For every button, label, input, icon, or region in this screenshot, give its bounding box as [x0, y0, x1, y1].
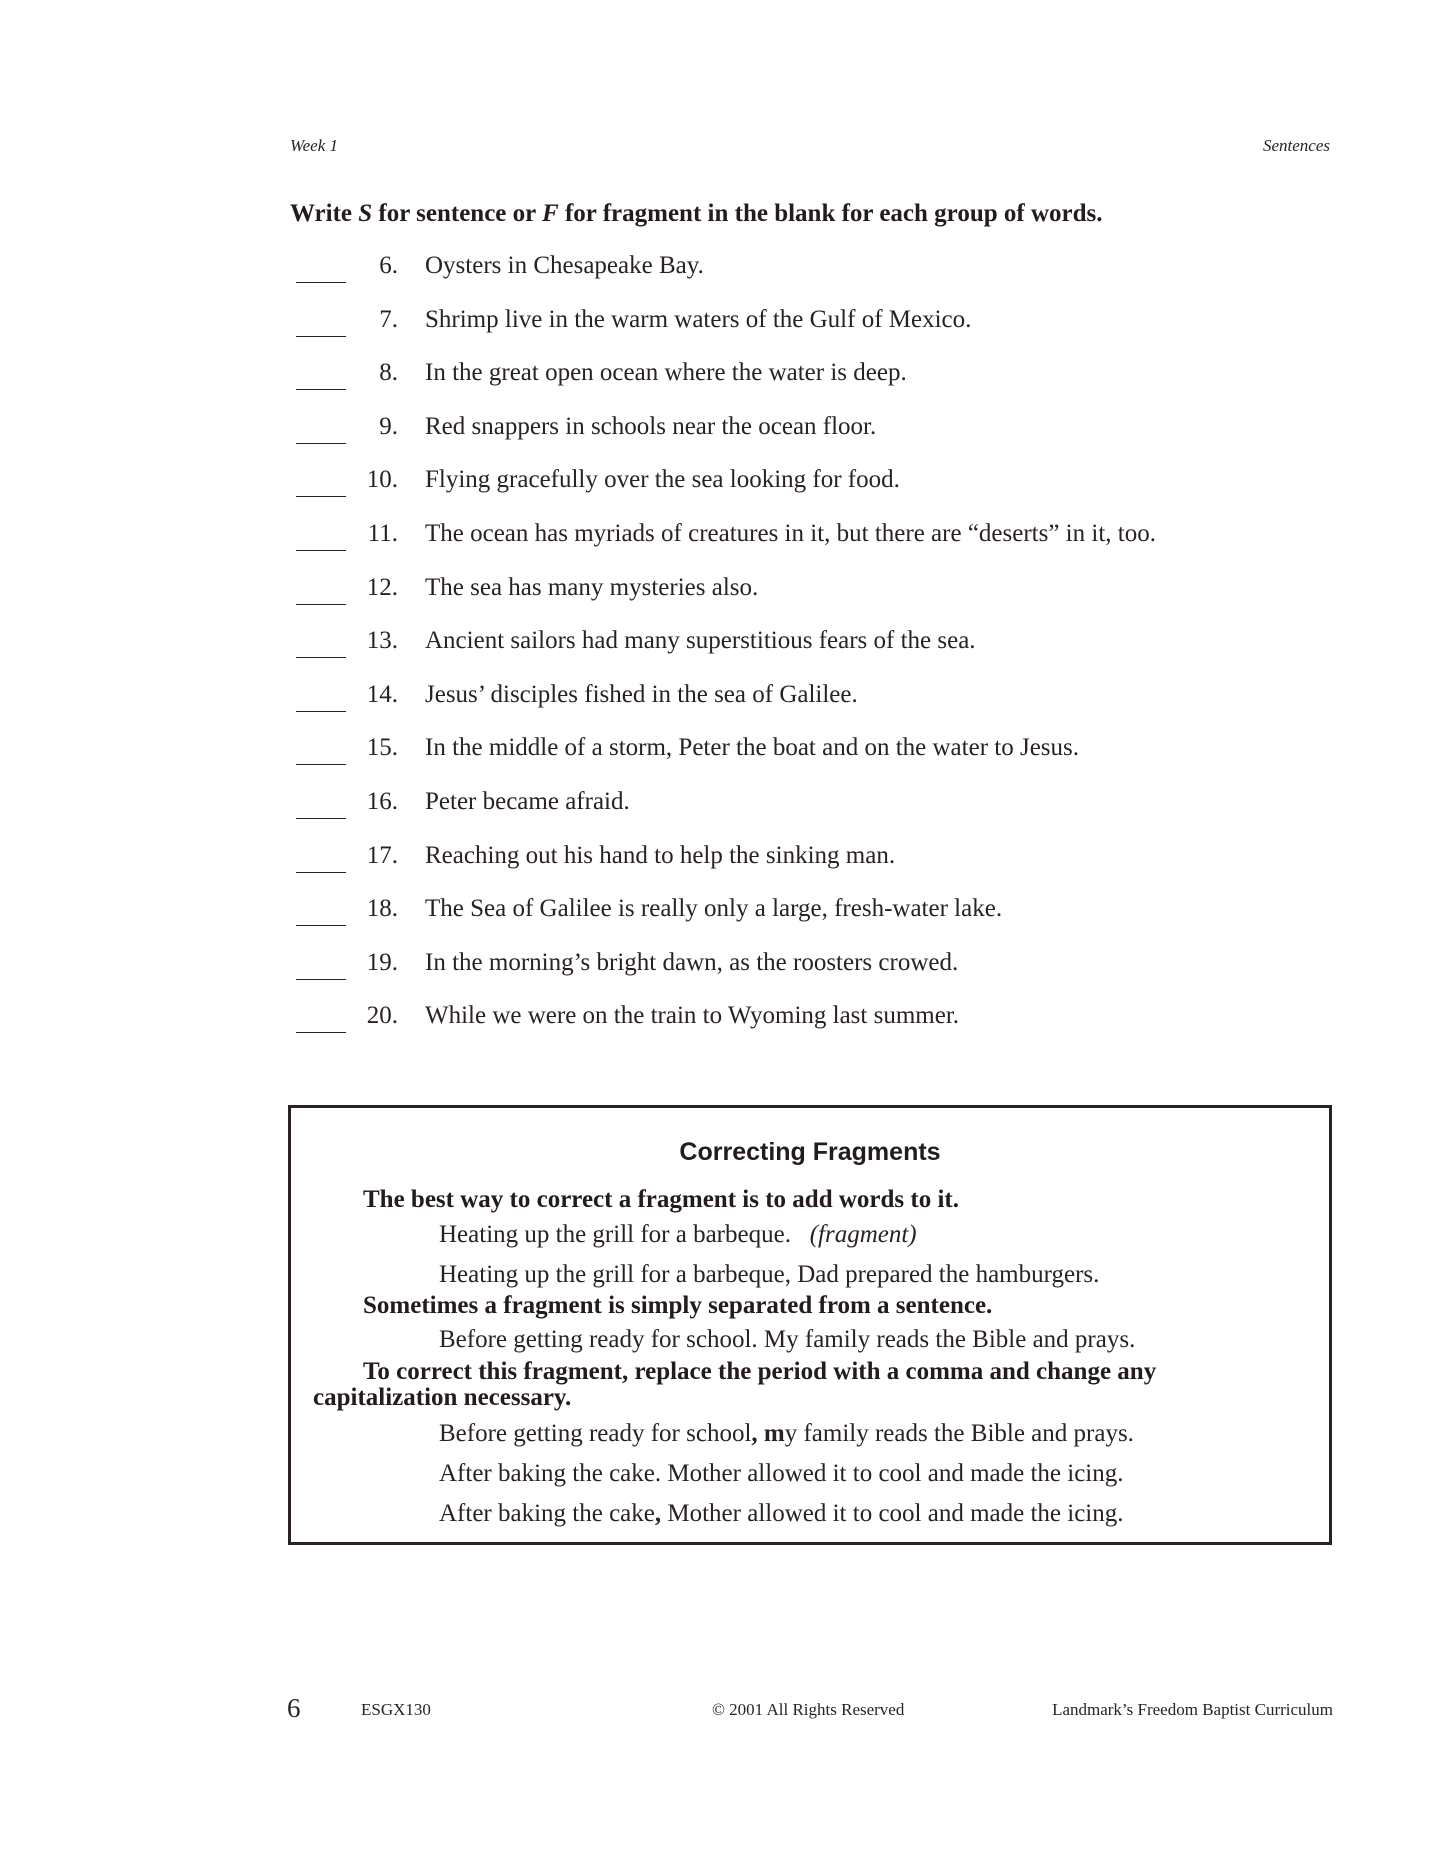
exercise-list	[290, 252, 1350, 1056]
item-number: 7.	[379, 305, 398, 333]
exercise-item	[290, 681, 1350, 735]
example-cake-fragment: After baking the cake. Mother allowed it to cool and made the icing.	[439, 1460, 1124, 1487]
exercise-item	[290, 734, 1350, 788]
rule-replace-period: To correct this fragment, replace the period with a comma and change any	[363, 1358, 1157, 1385]
exercise-item	[290, 895, 1350, 949]
answer-blank[interactable]	[296, 282, 346, 283]
answer-blank[interactable]	[296, 443, 346, 444]
rule-replace-period-cont: capitalization necessary.	[313, 1384, 572, 1411]
answer-blank[interactable]	[296, 818, 346, 819]
copyright: © 2001 All Rights Reserved	[712, 1700, 905, 1719]
item-text: Shrimp live in the warm waters of the Gulf of Mexico.	[425, 305, 972, 333]
example-cake-fixed: After baking the cake, Mother allowed it to cool and made the icing.	[439, 1500, 1124, 1527]
item-number: 17.	[366, 841, 398, 869]
item-text: The sea has many mysteries also.	[425, 573, 759, 601]
answer-blank[interactable]	[296, 711, 346, 712]
item-text: In the middle of a storm, Peter the boat and on the water to Jesus.	[425, 734, 1080, 762]
item-text: Ancient sailors had many superstitious fears of the sea.	[425, 627, 976, 655]
item-text: Reaching out his hand to help the sinking man.	[425, 841, 896, 869]
item-text: Jesus’ disciples fished in the sea of Galilee.	[425, 680, 858, 708]
item-text: Peter became afraid.	[425, 787, 630, 815]
fragment-label: (fragment)	[809, 1221, 917, 1248]
exercise-item	[290, 949, 1350, 1003]
exercise-item	[290, 466, 1350, 520]
header-topic: Sentences	[1262, 136, 1330, 155]
page-number: 6	[287, 1693, 301, 1723]
exercise-item	[290, 252, 1350, 306]
course-code: ESGX130	[361, 1700, 431, 1719]
answer-blank[interactable]	[296, 550, 346, 551]
example-fragment: Heating up the grill for a barbeque. (fragment)	[439, 1221, 917, 1248]
rule-add-words: The best way to correct a fragment is to add words to it.	[363, 1186, 959, 1213]
answer-blank[interactable]	[296, 336, 346, 337]
item-text: In the morning’s bright dawn, as the roosters crowed.	[425, 948, 959, 976]
item-number: 14.	[366, 680, 398, 708]
exercise-item	[290, 413, 1350, 467]
correcting-fragments-box	[288, 1105, 1332, 1545]
item-text: Red snappers in schools near the ocean floor.	[425, 412, 877, 440]
example-comma-fixed: Before getting ready for school, my family reads the Bible and prays.	[439, 1420, 1134, 1447]
example-corrected: Heating up the grill for a barbeque, Dad prepared the hamburgers.	[439, 1261, 1100, 1288]
item-number: 8.	[379, 359, 398, 387]
exercise-item	[290, 1002, 1350, 1056]
item-number: 10.	[366, 466, 398, 494]
answer-blank[interactable]	[296, 979, 346, 980]
answer-blank[interactable]	[296, 389, 346, 390]
item-number: 9.	[379, 412, 398, 440]
item-number: 11.	[367, 519, 398, 547]
header-week: Week 1	[290, 136, 338, 155]
exercise-item	[290, 306, 1350, 360]
exercise-item	[290, 574, 1350, 628]
exercise-item	[290, 627, 1350, 681]
box-title: Correcting Fragments	[679, 1138, 941, 1166]
rule-separated: Sometimes a fragment is simply separated from a sentence.	[363, 1292, 993, 1319]
exercise-item	[290, 520, 1350, 574]
item-number: 15.	[366, 734, 398, 762]
exercise-item	[290, 359, 1350, 413]
answer-blank[interactable]	[296, 604, 346, 605]
item-number: 6.	[379, 252, 398, 279]
exercise-item	[290, 842, 1350, 896]
answer-blank[interactable]	[296, 657, 346, 658]
instruction-text: Write S for sentence or F for fragment in the blank for each group of words.	[290, 200, 1103, 227]
item-text: Flying gracefully over the sea looking for food.	[425, 466, 900, 494]
item-number: 18.	[366, 895, 398, 923]
item-number: 13.	[366, 627, 398, 655]
item-text: While we were on the train to Wyoming last summer.	[425, 1002, 960, 1030]
item-text: The ocean has myriads of creatures in it, but there are “deserts” in it, too.	[425, 519, 1156, 547]
example-separated: Before getting ready for school. My family reads the Bible and prays.	[439, 1326, 1136, 1353]
item-text: In the great open ocean where the water is deep.	[425, 359, 907, 387]
item-number: 19.	[366, 948, 398, 976]
answer-blank[interactable]	[296, 764, 346, 765]
answer-blank[interactable]	[296, 872, 346, 873]
answer-blank[interactable]	[296, 925, 346, 926]
item-number: 16.	[366, 787, 398, 815]
exercise-item	[290, 788, 1350, 842]
item-text: The Sea of Galilee is really only a large, fresh-water lake.	[425, 895, 1003, 923]
publisher: Landmark’s Freedom Baptist Curriculum	[1052, 1700, 1333, 1719]
answer-blank[interactable]	[296, 1032, 346, 1033]
item-number: 12.	[366, 573, 398, 601]
item-text: Oysters in Chesapeake Bay.	[425, 252, 704, 279]
item-number: 20.	[366, 1002, 398, 1030]
answer-blank[interactable]	[296, 496, 346, 497]
